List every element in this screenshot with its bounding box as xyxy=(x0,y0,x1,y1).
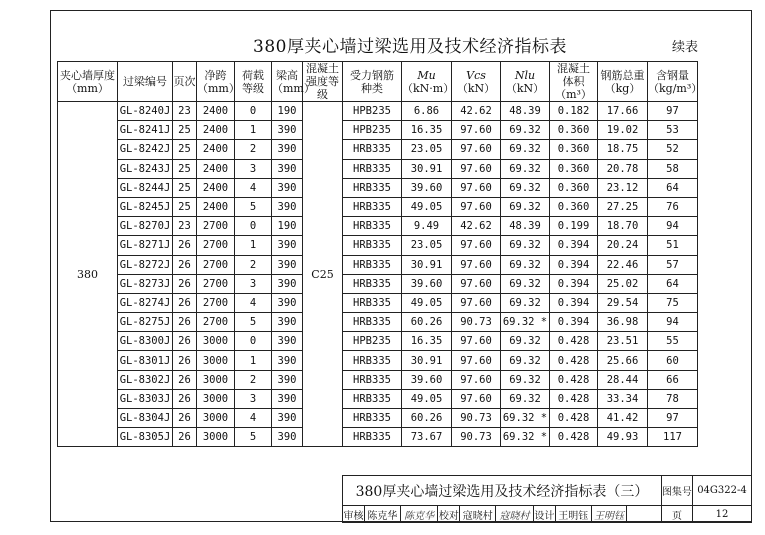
height-cell: 390 xyxy=(272,121,303,140)
page-cell: 26 xyxy=(173,274,197,293)
beam-code-cell: GL-8243J xyxy=(118,159,173,178)
nlu-cell: 69.32 xyxy=(501,293,550,312)
concrete-volume-cell: 0.199 xyxy=(550,217,598,236)
page-cell: 26 xyxy=(173,332,197,351)
mu-cell: 60.26 xyxy=(402,313,452,332)
concrete-volume-cell: 0.394 xyxy=(550,236,598,255)
steel-total-cell: 29.54 xyxy=(598,293,648,312)
page-cell: 26 xyxy=(173,293,197,312)
header-beam-code: 过梁编号 xyxy=(118,62,173,102)
steel-rate-cell: 94 xyxy=(648,313,698,332)
span-cell: 2700 xyxy=(197,236,235,255)
reviewer-signature: 陈克华 xyxy=(400,506,438,523)
span-cell: 2400 xyxy=(197,140,235,159)
atlas-label: 图集号 xyxy=(661,476,692,506)
steel-total-cell: 17.66 xyxy=(598,102,648,121)
designer-name: 王明钰 xyxy=(555,506,591,523)
load-cell: 3 xyxy=(235,159,272,178)
span-cell: 2700 xyxy=(197,217,235,236)
rebar-cell: HRB335 xyxy=(343,178,402,197)
mu-cell: 73.67 xyxy=(402,428,452,447)
nlu-cell: 69.32 xyxy=(501,389,550,408)
mu-cell: 23.05 xyxy=(402,236,452,255)
height-cell: 390 xyxy=(272,313,303,332)
vcs-cell: 97.60 xyxy=(452,332,501,351)
height-cell: 390 xyxy=(272,332,303,351)
steel-rate-cell: 76 xyxy=(648,197,698,216)
height-cell: 390 xyxy=(272,274,303,293)
page-cell: 26 xyxy=(173,255,197,274)
steel-rate-cell: 94 xyxy=(648,217,698,236)
steel-total-cell: 22.46 xyxy=(598,255,648,274)
steel-total-cell: 19.02 xyxy=(598,121,648,140)
concrete-grade-cell: C25 xyxy=(303,102,343,447)
beam-code-cell: GL-8304J xyxy=(118,409,173,428)
table-row xyxy=(58,159,698,178)
atlas-number: 04G322-4 xyxy=(692,476,751,506)
steel-total-cell: 18.70 xyxy=(598,217,648,236)
concrete-volume-cell: 0.394 xyxy=(550,293,598,312)
span-cell: 2700 xyxy=(197,274,235,293)
vcs-cell: 97.60 xyxy=(452,255,501,274)
steel-rate-cell: 57 xyxy=(648,255,698,274)
beam-code-cell: GL-8242J xyxy=(118,140,173,159)
height-cell: 390 xyxy=(272,293,303,312)
concrete-volume-cell: 0.428 xyxy=(550,389,598,408)
nlu-cell: 69.32 xyxy=(501,140,550,159)
span-cell: 2400 xyxy=(197,102,235,121)
load-cell: 2 xyxy=(235,140,272,159)
header-vcs: Vcs （kN） xyxy=(452,62,501,102)
mu-cell: 30.91 xyxy=(402,351,452,370)
rebar-cell: HRB335 xyxy=(343,409,402,428)
nlu-cell: 48.39 xyxy=(501,102,550,121)
beam-code-cell: GL-8300J xyxy=(118,332,173,351)
concrete-volume-cell: 0.394 xyxy=(550,255,598,274)
blank-cell xyxy=(627,506,662,523)
span-cell: 2400 xyxy=(197,197,235,216)
steel-total-cell: 20.24 xyxy=(598,236,648,255)
vcs-cell: 97.60 xyxy=(452,274,501,293)
vcs-cell: 97.60 xyxy=(452,351,501,370)
page-label: 页 xyxy=(661,506,692,523)
nlu-cell: 48.39 xyxy=(501,217,550,236)
vcs-cell: 97.60 xyxy=(452,370,501,389)
beam-code-cell: GL-8271J xyxy=(118,236,173,255)
reviewer-name: 陈克华 xyxy=(364,506,400,523)
span-cell: 3000 xyxy=(197,389,235,408)
vcs-cell: 97.60 xyxy=(452,389,501,408)
rebar-cell: HRB335 xyxy=(343,351,402,370)
table-row xyxy=(58,313,698,332)
title-block xyxy=(342,475,752,523)
span-cell: 2700 xyxy=(197,313,235,332)
header-span: 净跨 （mm） xyxy=(197,62,235,102)
mu-cell: 23.05 xyxy=(402,140,452,159)
steel-rate-cell: 58 xyxy=(648,159,698,178)
page-cell: 25 xyxy=(173,159,197,178)
steel-rate-cell: 117 xyxy=(648,428,698,447)
page-number: 12 xyxy=(692,506,751,523)
height-cell: 390 xyxy=(272,255,303,274)
table-row xyxy=(58,389,698,408)
review-label: 审核 xyxy=(343,506,365,523)
beam-code-cell: GL-8274J xyxy=(118,293,173,312)
nlu-cell: 69.32 xyxy=(501,159,550,178)
mu-cell: 49.05 xyxy=(402,293,452,312)
mu-cell: 60.26 xyxy=(402,409,452,428)
span-cell: 3000 xyxy=(197,332,235,351)
steel-total-cell: 20.78 xyxy=(598,159,648,178)
checker-name: 寇晓村 xyxy=(460,506,496,523)
mu-cell: 39.60 xyxy=(402,178,452,197)
beam-code-cell: GL-8302J xyxy=(118,370,173,389)
header-mu: Mu （kN·m） xyxy=(402,62,452,102)
nlu-cell: 69.32 * xyxy=(501,409,550,428)
vcs-cell: 42.62 xyxy=(452,217,501,236)
table-body xyxy=(58,102,698,447)
table-row xyxy=(58,140,698,159)
rebar-cell: HRB335 xyxy=(343,293,402,312)
nlu-cell: 69.32 xyxy=(501,121,550,140)
vcs-cell: 97.60 xyxy=(452,121,501,140)
page-cell: 26 xyxy=(173,313,197,332)
nlu-cell: 69.32 xyxy=(501,370,550,389)
rebar-cell: HPB235 xyxy=(343,102,402,121)
beam-code-cell: GL-8241J xyxy=(118,121,173,140)
span-cell: 2400 xyxy=(197,159,235,178)
load-cell: 0 xyxy=(235,217,272,236)
checker-signature: 寇晓村 xyxy=(496,506,534,523)
table-row xyxy=(58,409,698,428)
beam-code-cell: GL-8245J xyxy=(118,197,173,216)
steel-total-cell: 36.98 xyxy=(598,313,648,332)
table-row xyxy=(58,274,698,293)
height-cell: 390 xyxy=(272,159,303,178)
page-cell: 26 xyxy=(173,389,197,408)
height-cell: 390 xyxy=(272,409,303,428)
vcs-cell: 97.60 xyxy=(452,140,501,159)
drawing-title: 380厚夹心墙过梁选用及技术经济指标表（三） xyxy=(343,476,662,506)
load-cell: 5 xyxy=(235,428,272,447)
rebar-cell: HRB335 xyxy=(343,389,402,408)
span-cell: 2400 xyxy=(197,121,235,140)
nlu-cell: 69.32 xyxy=(501,236,550,255)
height-cell: 390 xyxy=(272,140,303,159)
continued-label: 续表 xyxy=(672,40,699,55)
steel-rate-cell: 55 xyxy=(648,332,698,351)
steel-total-cell: 25.02 xyxy=(598,274,648,293)
concrete-volume-cell: 0.360 xyxy=(550,121,598,140)
steel-rate-cell: 78 xyxy=(648,389,698,408)
header-height: 梁高 （mm） xyxy=(272,62,303,102)
load-cell: 0 xyxy=(235,332,272,351)
steel-rate-cell: 97 xyxy=(648,102,698,121)
steel-rate-cell: 53 xyxy=(648,121,698,140)
mu-cell: 49.05 xyxy=(402,389,452,408)
steel-rate-cell: 64 xyxy=(648,178,698,197)
table-row xyxy=(58,236,698,255)
table-row xyxy=(58,102,698,121)
mu-cell: 16.35 xyxy=(402,121,452,140)
steel-total-cell: 49.93 xyxy=(598,428,648,447)
concrete-volume-cell: 0.360 xyxy=(550,159,598,178)
rebar-cell: HRB335 xyxy=(343,159,402,178)
height-cell: 190 xyxy=(272,102,303,121)
steel-rate-cell: 66 xyxy=(648,370,698,389)
vcs-cell: 42.62 xyxy=(452,102,501,121)
steel-total-cell: 25.66 xyxy=(598,351,648,370)
load-cell: 5 xyxy=(235,313,272,332)
beam-code-cell: GL-8270J xyxy=(118,217,173,236)
wall-thickness-cell: 380 xyxy=(58,102,118,447)
mu-cell: 49.05 xyxy=(402,197,452,216)
load-cell: 0 xyxy=(235,102,272,121)
header-steel-rate: 含钢量 （kg/m³） xyxy=(648,62,698,102)
rebar-cell: HRB335 xyxy=(343,197,402,216)
nlu-cell: 69.32 xyxy=(501,255,550,274)
header-page: 页次 xyxy=(173,62,197,102)
load-cell: 5 xyxy=(235,197,272,216)
table-row xyxy=(58,428,698,447)
concrete-volume-cell: 0.360 xyxy=(550,197,598,216)
rebar-cell: HRB335 xyxy=(343,313,402,332)
load-cell: 1 xyxy=(235,351,272,370)
concrete-volume-cell: 0.360 xyxy=(550,140,598,159)
concrete-volume-cell: 0.428 xyxy=(550,351,598,370)
steel-total-cell: 18.75 xyxy=(598,140,648,159)
height-cell: 190 xyxy=(272,217,303,236)
table-row xyxy=(58,370,698,389)
rebar-cell: HRB335 xyxy=(343,428,402,447)
nlu-cell: 69.32 xyxy=(501,274,550,293)
nlu-cell: 69.32 xyxy=(501,351,550,370)
page-cell: 25 xyxy=(173,178,197,197)
rebar-cell: HPB235 xyxy=(343,121,402,140)
design-label: 设计 xyxy=(533,506,555,523)
load-cell: 2 xyxy=(235,255,272,274)
table-title: 380厚夹心墙过梁选用及技术经济指标表 xyxy=(253,37,567,57)
steel-total-cell: 41.42 xyxy=(598,409,648,428)
page-cell: 26 xyxy=(173,428,197,447)
table-row xyxy=(58,293,698,312)
steel-rate-cell: 97 xyxy=(648,409,698,428)
load-cell: 4 xyxy=(235,293,272,312)
vcs-cell: 97.60 xyxy=(452,178,501,197)
nlu-cell: 69.32 xyxy=(501,332,550,351)
nlu-cell: 69.32 * xyxy=(501,428,550,447)
beam-code-cell: GL-8273J xyxy=(118,274,173,293)
concrete-volume-cell: 0.394 xyxy=(550,313,598,332)
span-cell: 2700 xyxy=(197,293,235,312)
header-nlu: Nlu （kN） xyxy=(501,62,550,102)
steel-rate-cell: 51 xyxy=(648,236,698,255)
vcs-cell: 97.60 xyxy=(452,293,501,312)
height-cell: 390 xyxy=(272,236,303,255)
load-cell: 3 xyxy=(235,274,272,293)
vcs-cell: 90.73 xyxy=(452,313,501,332)
steel-rate-cell: 60 xyxy=(648,351,698,370)
page-cell: 25 xyxy=(173,140,197,159)
span-cell: 3000 xyxy=(197,351,235,370)
check-label: 校对 xyxy=(438,506,460,523)
concrete-volume-cell: 0.428 xyxy=(550,370,598,389)
table-row xyxy=(58,121,698,140)
steel-rate-cell: 64 xyxy=(648,274,698,293)
beam-index-table xyxy=(57,61,703,447)
beam-code-cell: GL-8305J xyxy=(118,428,173,447)
nlu-cell: 69.32 xyxy=(501,178,550,197)
steel-rate-cell: 52 xyxy=(648,140,698,159)
height-cell: 390 xyxy=(272,351,303,370)
beam-code-cell: GL-8301J xyxy=(118,351,173,370)
load-cell: 2 xyxy=(235,370,272,389)
header-concrete-grade: 混凝土 强度等级 xyxy=(303,62,343,102)
table-row xyxy=(58,217,698,236)
header-wall-thickness: 夹心墙厚度 （mm） xyxy=(58,62,118,102)
load-cell: 3 xyxy=(235,389,272,408)
steel-total-cell: 23.12 xyxy=(598,178,648,197)
header-concrete-volume: 混凝土 体积（m³） xyxy=(550,62,598,102)
header-rebar: 受力钢筋 种类 xyxy=(343,62,402,102)
concrete-volume-cell: 0.394 xyxy=(550,274,598,293)
load-cell: 1 xyxy=(235,236,272,255)
concrete-volume-cell: 0.428 xyxy=(550,332,598,351)
beam-code-cell: GL-8240J xyxy=(118,102,173,121)
table-row xyxy=(58,255,698,274)
beam-code-cell: GL-8272J xyxy=(118,255,173,274)
height-cell: 390 xyxy=(272,428,303,447)
nlu-cell: 69.32 * xyxy=(501,313,550,332)
table-row xyxy=(58,332,698,351)
rebar-cell: HPB235 xyxy=(343,332,402,351)
table-row xyxy=(58,197,698,216)
page-cell: 26 xyxy=(173,370,197,389)
height-cell: 390 xyxy=(272,389,303,408)
mu-cell: 30.91 xyxy=(402,255,452,274)
beam-code-cell: GL-8303J xyxy=(118,389,173,408)
span-cell: 3000 xyxy=(197,370,235,389)
span-cell: 3000 xyxy=(197,409,235,428)
header-steel-total: 钢筋总重 （kg） xyxy=(598,62,648,102)
concrete-volume-cell: 0.428 xyxy=(550,428,598,447)
height-cell: 390 xyxy=(272,178,303,197)
concrete-volume-cell: 0.428 xyxy=(550,409,598,428)
nlu-cell: 69.32 xyxy=(501,197,550,216)
vcs-cell: 90.73 xyxy=(452,428,501,447)
designer-signature: 王明钰 xyxy=(591,506,627,523)
header-load: 荷载 等级 xyxy=(235,62,272,102)
vcs-cell: 90.73 xyxy=(452,409,501,428)
steel-total-cell: 23.51 xyxy=(598,332,648,351)
mu-cell: 30.91 xyxy=(402,159,452,178)
rebar-cell: HRB335 xyxy=(343,140,402,159)
steel-total-cell: 33.34 xyxy=(598,389,648,408)
page-cell: 26 xyxy=(173,236,197,255)
concrete-volume-cell: 0.360 xyxy=(550,178,598,197)
load-cell: 4 xyxy=(235,409,272,428)
beam-code-cell: GL-8275J xyxy=(118,313,173,332)
rebar-cell: HRB335 xyxy=(343,236,402,255)
page-cell: 23 xyxy=(173,102,197,121)
vcs-cell: 97.60 xyxy=(452,236,501,255)
mu-cell: 16.35 xyxy=(402,332,452,351)
rebar-cell: HRB335 xyxy=(343,255,402,274)
vcs-cell: 97.60 xyxy=(452,197,501,216)
mu-cell: 9.49 xyxy=(402,217,452,236)
span-cell: 2400 xyxy=(197,178,235,197)
page-cell: 23 xyxy=(173,217,197,236)
page-cell: 25 xyxy=(173,121,197,140)
rebar-cell: HRB335 xyxy=(343,217,402,236)
rebar-cell: HRB335 xyxy=(343,370,402,389)
rebar-cell: HRB335 xyxy=(343,274,402,293)
span-cell: 2700 xyxy=(197,255,235,274)
table-row xyxy=(58,351,698,370)
load-cell: 1 xyxy=(235,121,272,140)
steel-total-cell: 28.44 xyxy=(598,370,648,389)
header-row xyxy=(58,62,698,102)
mu-cell: 6.86 xyxy=(402,102,452,121)
table-row xyxy=(58,178,698,197)
page-cell: 25 xyxy=(173,197,197,216)
span-cell: 3000 xyxy=(197,428,235,447)
steel-total-cell: 27.25 xyxy=(598,197,648,216)
steel-rate-cell: 75 xyxy=(648,293,698,312)
concrete-volume-cell: 0.182 xyxy=(550,102,598,121)
mu-cell: 39.60 xyxy=(402,274,452,293)
mu-cell: 39.60 xyxy=(402,370,452,389)
height-cell: 390 xyxy=(272,370,303,389)
beam-code-cell: GL-8244J xyxy=(118,178,173,197)
height-cell: 390 xyxy=(272,197,303,216)
page-cell: 26 xyxy=(173,409,197,428)
page-cell: 26 xyxy=(173,351,197,370)
load-cell: 4 xyxy=(235,178,272,197)
vcs-cell: 97.60 xyxy=(452,159,501,178)
